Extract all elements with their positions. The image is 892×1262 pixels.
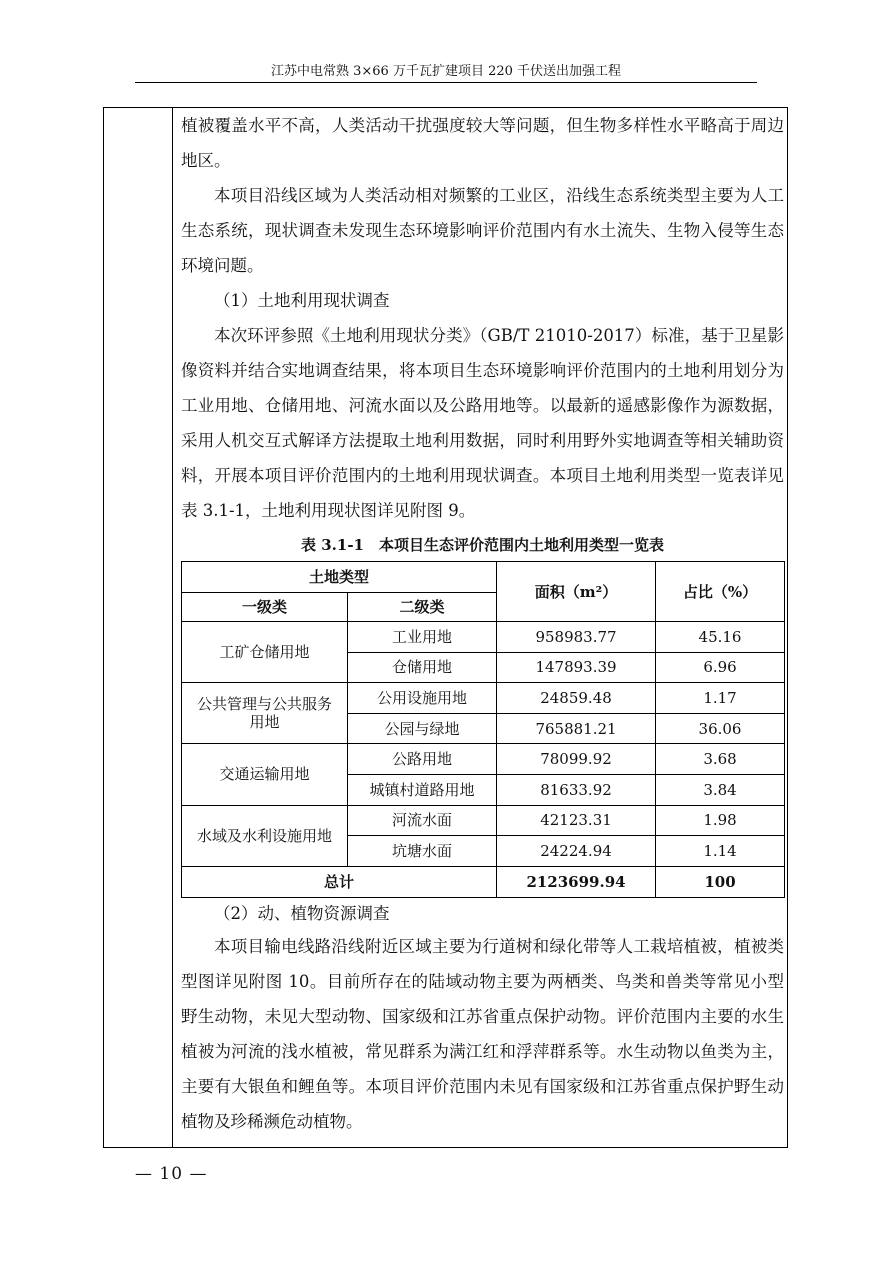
level2-cell: 公路用地 [348,744,497,775]
area-cell: 24859.48 [497,683,656,714]
left-label-column [104,108,173,1147]
ratio-cell: 45.16 [656,622,785,653]
header-level2: 二级类 [348,593,497,622]
table-row [182,805,785,836]
total-area: 2123699.94 [497,866,656,897]
level1-cell: 水域及水利设施用地 [182,805,348,866]
paragraph-flora-fauna: 本项目输电线路沿线附近区域主要为行道树和绿化带等人工栽培植被，植被类型图详见附图 10。目前所存在的陆域动物主要为两栖类、鸟类和兽类等常见小型野生动物，未见大型动物、国家级和江苏省重点保护动物。评价范围内主要的水生植被为河流的浅水植被，常见群系为满江红和浮萍群系等。水生动物以鱼类为主，主要有大银鱼和鲤鱼等。本项目评价范围内未见有国家级和江苏省重点保护野生动植物及珍稀濒危动植物。 [181,936,784,1131]
level2-cell: 公用设施用地 [348,683,497,714]
table-row [182,744,785,775]
form-frame [103,107,788,1148]
table-row [182,622,785,653]
total-ratio: 100 [656,866,785,897]
document-header-title: 江苏中电常熟 3×66 万千瓦扩建项目 220 千伏送出加强工程 [270,64,622,79]
content-column [181,108,784,1139]
area-cell: 42123.31 [497,805,656,836]
header-rule [135,82,757,83]
ratio-cell: 3.68 [656,744,785,775]
area-cell: 24224.94 [497,836,656,867]
ratio-cell: 6.96 [656,652,785,683]
header-area: 面积（m²） [497,562,656,622]
level1-cell: 交通运输用地 [182,744,348,805]
total-label: 总计 [182,866,497,897]
land-use-table [181,561,785,898]
level2-cell: 工业用地 [348,622,497,653]
paragraph-continuation: 植被覆盖水平不高，人类活动干扰强度较大等问题，但生物多样性水平略高于周边地区。 [181,116,784,170]
area-cell: 78099.92 [497,744,656,775]
table-caption: 表 3.1-1 本项目生态评价范围内土地利用类型一览表 [301,536,664,554]
page-number: — 10 — [135,1164,208,1184]
area-cell: 147893.39 [497,652,656,683]
ratio-cell: 3.84 [656,774,785,805]
area-cell: 958983.77 [497,622,656,653]
ratio-cell: 1.14 [656,836,785,867]
area-cell: 81633.92 [497,774,656,805]
header-land-type: 土地类型 [182,562,497,593]
level2-cell: 坑塘水面 [348,836,497,867]
header-level1: 一级类 [182,593,348,622]
section-heading-land-use: （1）土地利用现状调查 [214,291,390,310]
area-cell: 765881.21 [497,713,656,744]
level2-cell: 公园与绿地 [348,713,497,744]
paragraph-land-use: 本次环评参照《土地利用现状分类》（GB/T 21010-2017）标准，基于卫星影像资料并结合实地调查结果，将本项目生态环境影响评价范围内的土地利用划分为工业用地、仓储用地、河流水面以及公路用地等。以最新的遥感影像作为源数据，采用人机交互式解译方法提取土地利用数据，同时利用野外实地调查等相关辅助资料，开展本项目评价范围内的土地利用现状调查。本项目土地利用类型一览表详见表 3.1-1，土地利用现状图详见附图 9。 [181,326,784,520]
table-total-row [182,866,785,897]
level2-cell: 仓储用地 [348,652,497,683]
section-heading-flora-fauna: （2）动、植物资源调查 [214,903,390,923]
table-row [182,683,785,714]
paragraph-ecosystem: 本项目沿线区域为人类活动相对频繁的工业区，沿线生态系统类型主要为人工生态系统，现状调查未发现生态环境影响评价范围内有水土流失、生物入侵等生态环境问题。 [181,186,784,275]
ratio-cell: 1.98 [656,805,785,836]
level2-cell: 城镇村道路用地 [348,774,497,805]
level1-cell: 工矿仓储用地 [182,622,348,683]
level2-cell: 河流水面 [348,805,497,836]
ratio-cell: 36.06 [656,713,785,744]
header-ratio: 占比（%） [656,562,785,622]
table-header-row [182,562,785,593]
level1-cell: 公共管理与公共服务用地 [182,683,348,744]
ratio-cell: 1.17 [656,683,785,714]
